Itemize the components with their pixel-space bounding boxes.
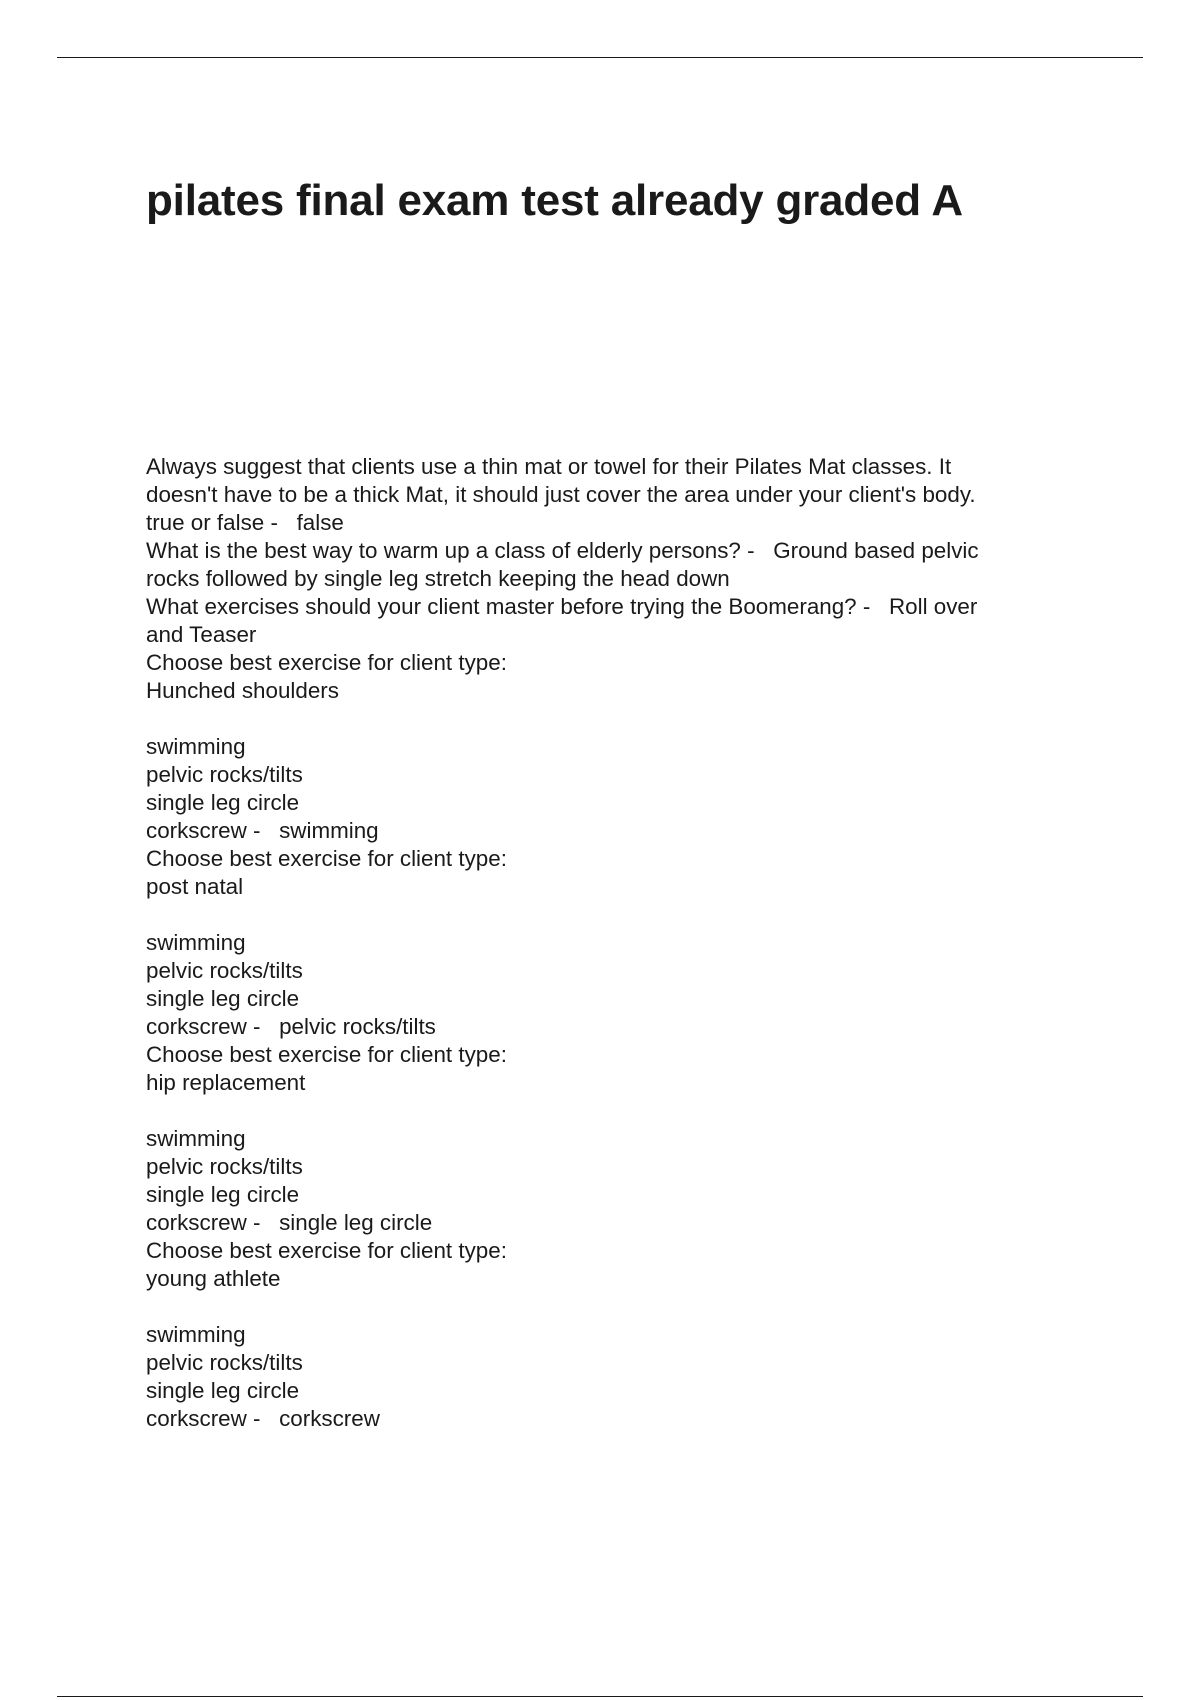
text-line: swimming (146, 930, 246, 955)
top-rule (57, 57, 1143, 58)
bottom-rule (57, 1696, 1143, 1697)
text-line: true or false - false (146, 510, 344, 535)
text-line: corkscrew - corkscrew (146, 1406, 380, 1431)
text-line: doesn't have to be a thick Mat, it should just cover the area under your client's body. (146, 482, 976, 507)
blank-line (146, 901, 1076, 929)
text-line: Choose best exercise for client type: (146, 650, 507, 675)
document-title: pilates final exam test already graded A (146, 176, 963, 225)
text-line: single leg circle (146, 1182, 300, 1207)
text-line: swimming (146, 1322, 246, 1347)
text-line: rocks followed by single leg stretch keeping the head down (146, 566, 730, 591)
text-line: What exercises should your client master before trying the Boomerang? - Roll over (146, 594, 978, 619)
text-line: and Teaser (146, 622, 257, 647)
text-line: corkscrew - swimming (146, 818, 379, 843)
text-line: pelvic rocks/tilts (146, 762, 303, 787)
text-line: Hunched shoulders (146, 678, 339, 703)
blank-line (146, 705, 1076, 733)
text-line: What is the best way to warm up a class of elderly persons? - Ground based pelvic (146, 538, 979, 563)
text-line: post natal (146, 874, 244, 899)
text-line: pelvic rocks/tilts (146, 958, 303, 983)
text-line: Choose best exercise for client type: (146, 1042, 507, 1067)
text-line: Choose best exercise for client type: (146, 1238, 507, 1263)
text-line: single leg circle (146, 1378, 300, 1403)
text-line: hip replacement (146, 1070, 306, 1095)
text-line: corkscrew - single leg circle (146, 1210, 433, 1235)
text-line: Always suggest that clients use a thin mat or towel for their Pilates Mat classes. It (146, 454, 952, 479)
text-line: single leg circle (146, 790, 300, 815)
text-line: swimming (146, 734, 246, 759)
text-line: Choose best exercise for client type: (146, 846, 507, 871)
blank-line (146, 1293, 1076, 1321)
text-line: swimming (146, 1126, 246, 1151)
text-line: single leg circle (146, 986, 300, 1011)
text-line: corkscrew - pelvic rocks/tilts (146, 1014, 436, 1039)
text-line: pelvic rocks/tilts (146, 1350, 303, 1375)
text-line: young athlete (146, 1266, 281, 1291)
qa-content (146, 453, 1076, 1433)
text-line: pelvic rocks/tilts (146, 1154, 303, 1179)
blank-line (146, 1097, 1076, 1125)
